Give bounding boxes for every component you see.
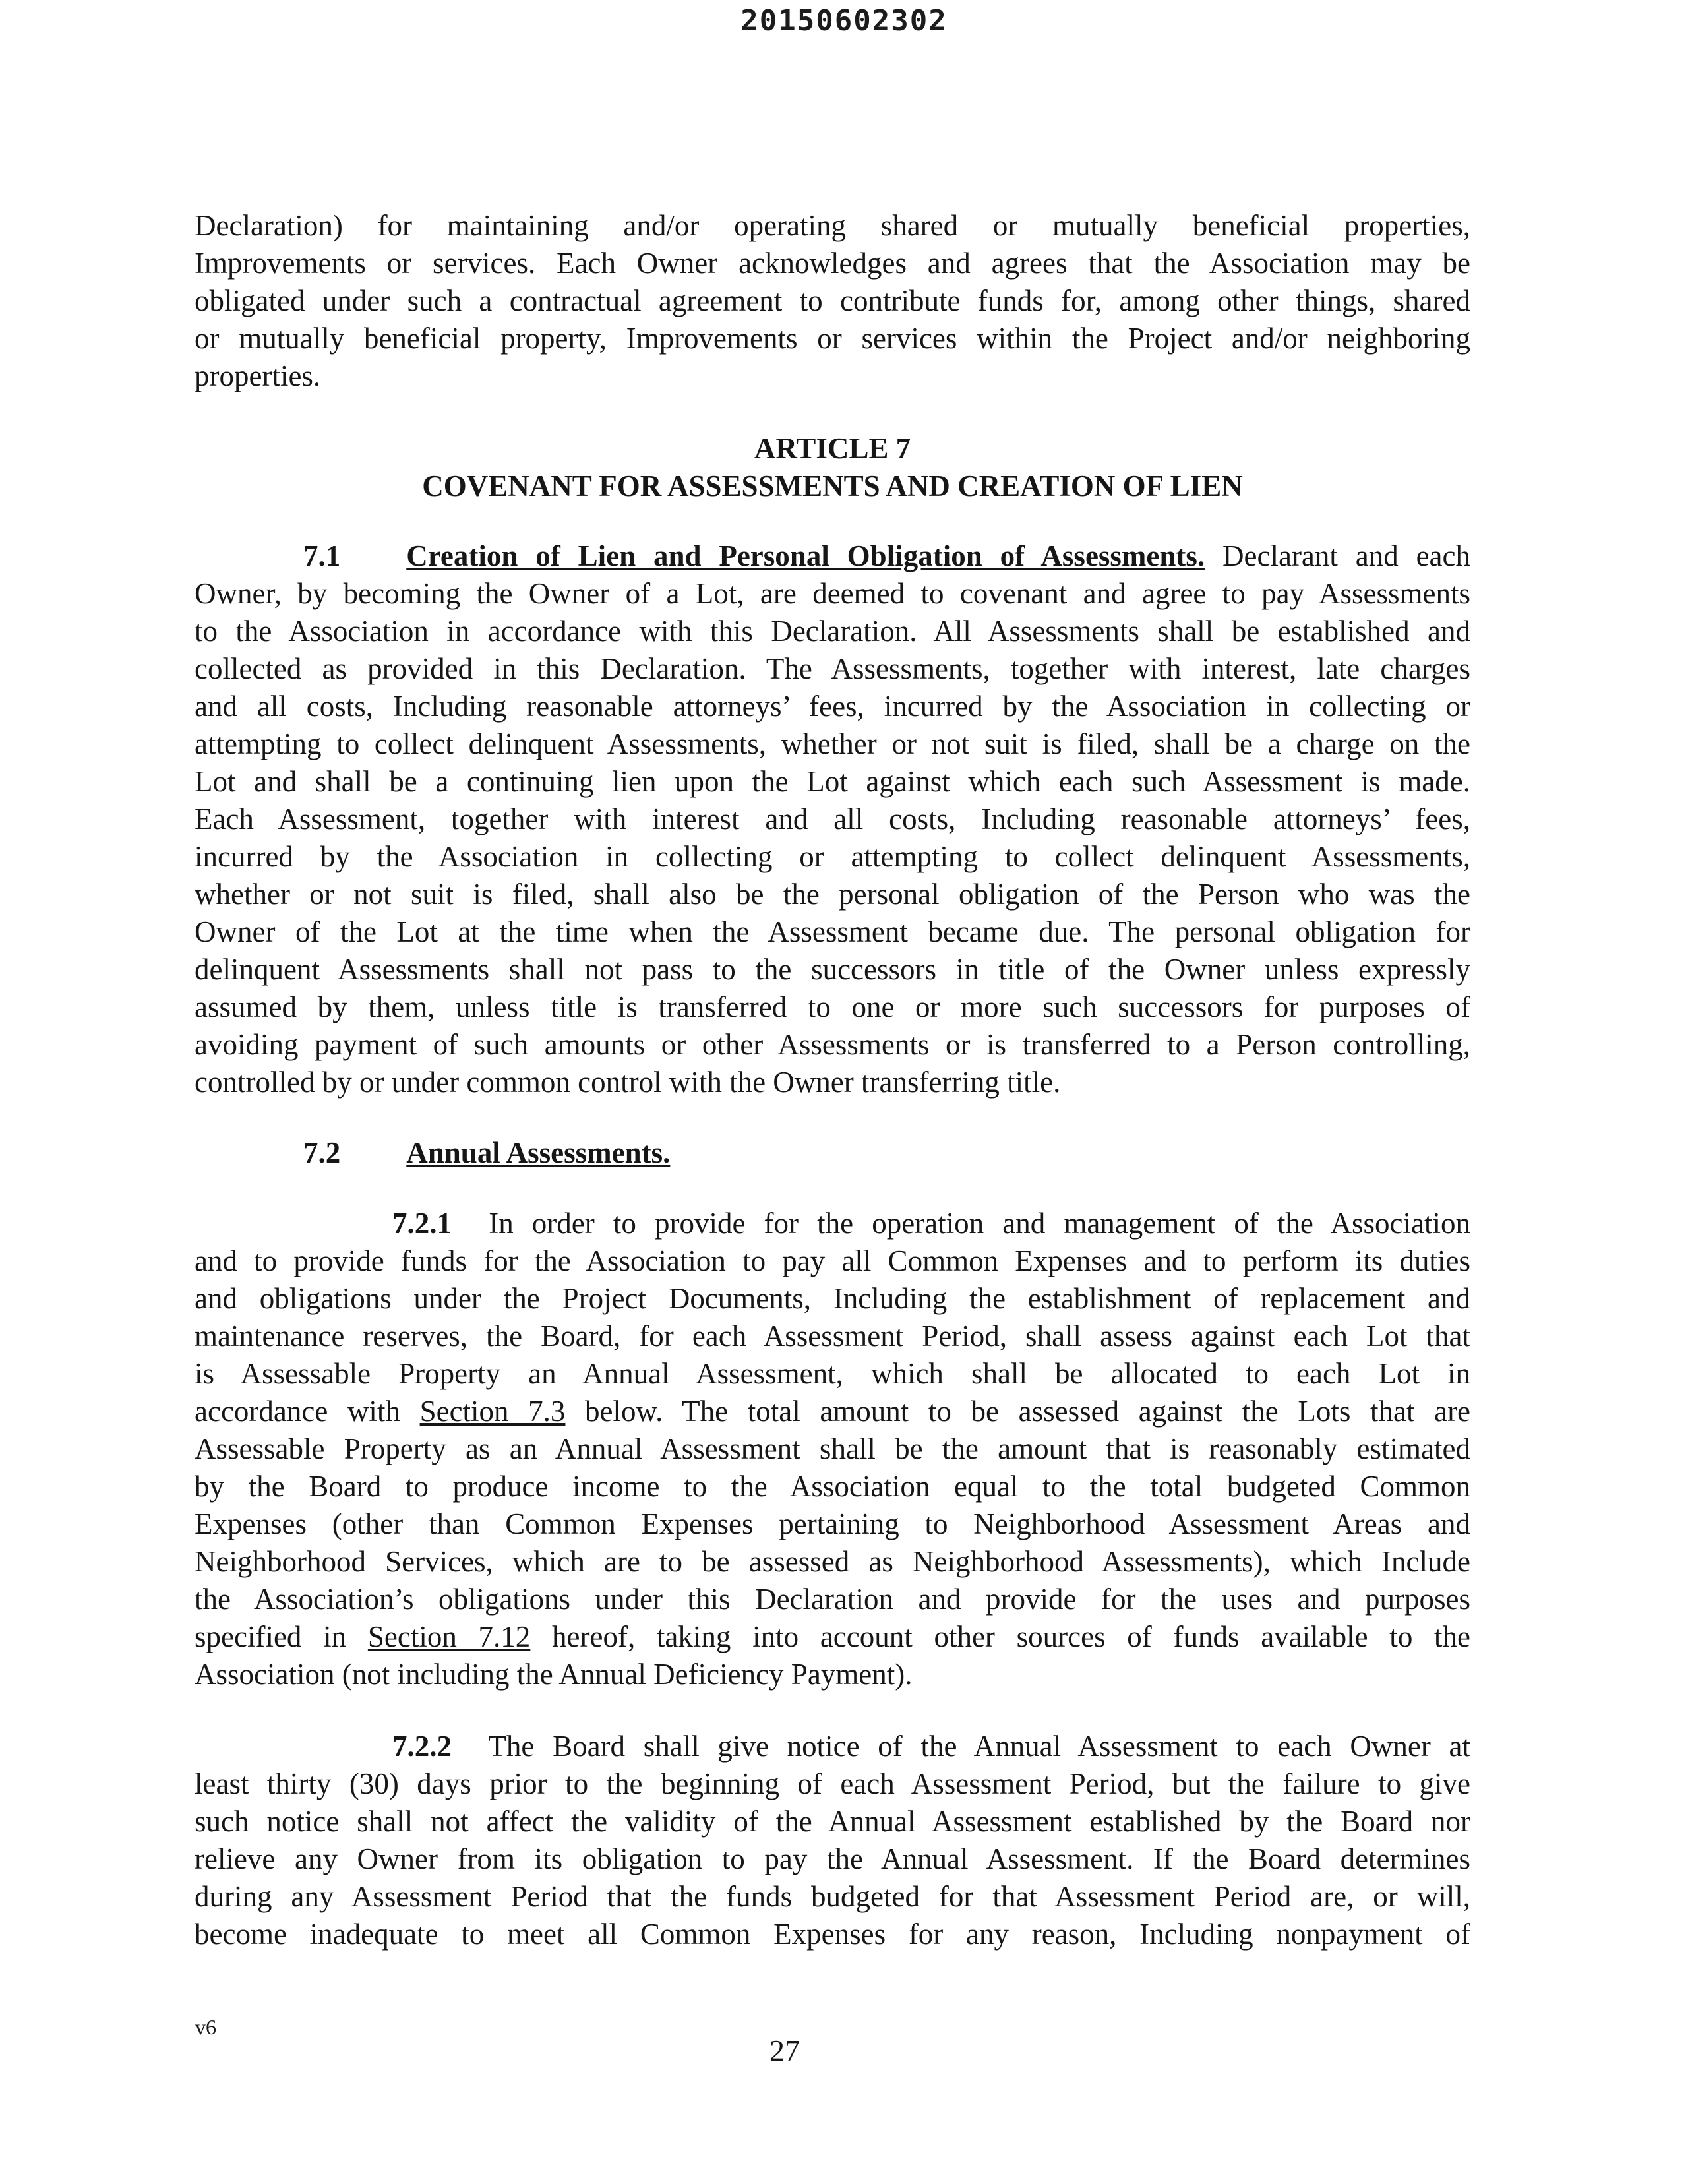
paragraph-line: maintenance reserves, the Board, for each Assessment Period, shall assess against each Lot that xyxy=(195,1320,1470,1352)
text-fragment: below. The total amount to be assessed against the Lots that are xyxy=(585,1395,1471,1428)
page-number: 27 xyxy=(769,2034,800,2067)
paragraph-line: assumed by them, unless title is transferred to one or more such successors for purposes of xyxy=(195,990,1470,1023)
article-number: ARTICLE 7 xyxy=(754,432,911,465)
paragraph-line: incurred by the Association in collecting or attempting to collect delinquent Assessments, xyxy=(195,840,1470,873)
section-heading-line xyxy=(195,537,1470,575)
paragraph-line: delinquent Assessments shall not pass to the successors in title of the Owner unless expressly xyxy=(195,953,1470,986)
subsection-number: 7.2.1 xyxy=(392,1207,452,1240)
paragraph-line: collected as provided in this Declaration. The Assessments, together with interest, late charges xyxy=(195,652,1470,685)
section-7-2 xyxy=(195,1134,1470,1172)
paragraph-line: Declaration) for maintaining and/or operating shared or mutually beneficial properties, xyxy=(195,209,1470,242)
section-text: Declarant and each xyxy=(1222,539,1471,572)
paragraph-line: Lot and shall be a continuing lien upon the Lot against which each such Assessment is made. xyxy=(195,765,1470,798)
paragraph-line: during any Assessment Period that the funds budgeted for that Assessment Period are, or will, xyxy=(195,1880,1470,1913)
section-reference-link[interactable]: Section 7.12 xyxy=(367,1620,531,1653)
section-7-2-2 xyxy=(195,1728,1470,1953)
subsection-number: 7.2.2 xyxy=(392,1730,452,1763)
text-fragment: accordance with xyxy=(195,1395,400,1428)
paragraph-line: become inadequate to meet all Common Expenses for any reason, Including nonpayment of xyxy=(195,1918,1470,1951)
paragraph-line: Each Assessment, together with interest and all costs, Including reasonable attorneys’ fees, xyxy=(195,803,1470,835)
paragraph-line: and to provide funds for the Association to pay all Common Expenses and to perform its duties xyxy=(195,1244,1470,1277)
paragraph-line: whether or not suit is filed, shall also be the personal obligation of the Person who was the xyxy=(195,878,1470,911)
subsection-heading-line xyxy=(195,1728,1470,1765)
footer-version: v6 xyxy=(195,2015,216,2039)
paragraph-line: the Association’s obligations under this Declaration and provide for the uses and purposes xyxy=(195,1583,1470,1616)
intro-paragraph xyxy=(195,207,1470,395)
paragraph-line: is Assessable Property an Annual Assessment, which shall be allocated to each Lot in xyxy=(195,1357,1470,1390)
paragraph-line: or mutually beneficial property, Improvements or services within the Project and/or neighboring xyxy=(195,322,1470,355)
paragraph-line: obligated under such a contractual agreement to contribute funds for, among other things, shared xyxy=(195,284,1470,317)
subsection-heading-line xyxy=(195,1205,1470,1242)
section-title: Annual Assessments. xyxy=(406,1136,671,1169)
paragraph-line: Improvements or services. Each Owner acknowledges and agrees that the Association may be xyxy=(195,247,1470,280)
section-reference-link[interactable]: Section 7.3 xyxy=(419,1395,566,1428)
text-fragment: specified in xyxy=(195,1620,347,1653)
paragraph-line: least thirty (30) days prior to the beginning of each Assessment Period, but the failure to give xyxy=(195,1767,1470,1800)
paragraph-line: Owner of the Lot at the time when the Assessment became due. The personal obligation for xyxy=(195,915,1470,948)
paragraph-line: attempting to collect delinquent Assessments, whether or not suit is filed, shall be a charge on the xyxy=(195,727,1470,760)
paragraph-line: such notice shall not affect the validity of the Annual Assessment established by the Board nor xyxy=(195,1805,1470,1838)
paragraph-line: Neighborhood Services, which are to be assessed as Neighborhood Assessments), which Include xyxy=(195,1545,1470,1578)
paragraph-line: properties. xyxy=(195,359,321,392)
paragraph-line xyxy=(195,1393,1470,1430)
subsection-text: The Board shall give notice of the Annual Assessment to each Owner at xyxy=(488,1730,1470,1763)
article-title: COVENANT FOR ASSESSMENTS AND CREATION OF LIEN xyxy=(422,470,1243,502)
paragraph-line: controlled by or under common control with the Owner transferring title. xyxy=(195,1066,1061,1099)
document-number: 20150602302 xyxy=(740,4,948,38)
section-number: 7.2 xyxy=(303,1136,341,1169)
section-number: 7.1 xyxy=(303,539,341,572)
paragraph-line: Owner, by becoming the Owner of a Lot, are deemed to covenant and agree to pay Assessments xyxy=(195,577,1470,610)
paragraph-line: and obligations under the Project Documents, Including the establishment of replacement and xyxy=(195,1282,1470,1315)
paragraph-line: to the Association in accordance with this Declaration. All Assessments shall be established and xyxy=(195,615,1470,648)
paragraph-line: Assessable Property as an Annual Assessment shall be the amount that is reasonably estimated xyxy=(195,1432,1470,1465)
paragraph-line: avoiding payment of such amounts or other Assessments or is transferred to a Person controlling, xyxy=(195,1028,1470,1061)
paragraph-line: Association (not including the Annual Deficiency Payment). xyxy=(195,1658,913,1691)
text-fragment: hereof, taking into account other sources of funds available to the xyxy=(552,1620,1471,1653)
subsection-text: In order to provide for the operation and management of the Association xyxy=(489,1207,1470,1240)
section-7-2-1 xyxy=(195,1205,1470,1693)
paragraph-line: Expenses (other than Common Expenses pertaining to Neighborhood Assessment Areas and xyxy=(195,1507,1470,1540)
paragraph-line: by the Board to produce income to the Association equal to the total budgeted Common xyxy=(195,1470,1470,1503)
paragraph-line: relieve any Owner from its obligation to pay the Annual Assessment. If the Board determines xyxy=(195,1842,1470,1875)
section-heading-line xyxy=(195,1134,1470,1172)
section-7-1 xyxy=(195,537,1470,1101)
section-title: Creation of Lien and Personal Obligation of Assessments. xyxy=(406,539,1205,572)
paragraph-line: and all costs, Including reasonable attorneys’ fees, incurred by the Association in collecting or xyxy=(195,690,1470,723)
paragraph-line xyxy=(195,1618,1470,1656)
